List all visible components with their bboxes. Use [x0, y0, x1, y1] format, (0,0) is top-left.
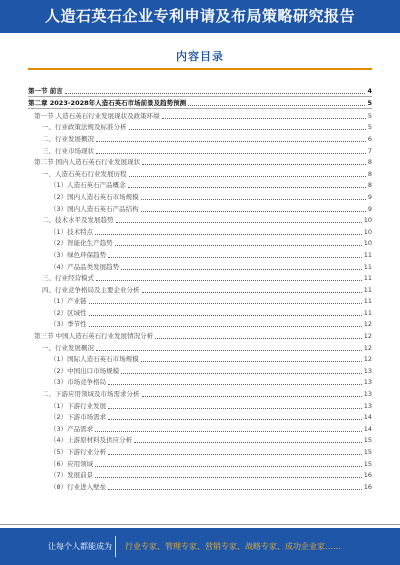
toc-dot-leader: [142, 163, 366, 165]
toc-page-number: 8: [367, 158, 372, 167]
footer-separator: [115, 536, 116, 557]
toc-entry[interactable]: [28, 353, 372, 365]
toc-entry[interactable]: [28, 260, 372, 272]
toc-page-number: 12: [363, 332, 372, 341]
toc-entry-text: 一、人造石英石行业发展历程: [42, 169, 127, 178]
toc-page-number: 11: [363, 274, 372, 283]
toc-entry-text: 第一节 人造石英石行业发展现状及政策环境: [34, 111, 160, 120]
toc-entry-text: （2）下游市场需求: [50, 413, 107, 422]
toc-dot-leader: [129, 128, 366, 130]
toc-entry[interactable]: [28, 179, 372, 191]
footer-slogan-right: 行业专家、管理专家、营销专家、战略专家、成功企业家……: [125, 542, 341, 551]
toc-entry-text: （1）技术特点: [50, 227, 94, 236]
toc-entry-text: 二、技术水平及发展趋势: [42, 216, 114, 225]
toc-dot-leader: [142, 395, 362, 397]
toc-entry[interactable]: [28, 121, 372, 133]
toc-entry[interactable]: [28, 237, 372, 249]
toc-entry-text: （2）智能化生产趋势: [50, 239, 113, 248]
toc-page-number: 16: [363, 471, 372, 480]
toc-entry[interactable]: [28, 306, 372, 318]
toc-entry[interactable]: [28, 364, 372, 376]
toc-entry-text: 三、行业市场现状: [42, 146, 94, 155]
toc-entry[interactable]: [28, 97, 372, 110]
toc-entry[interactable]: [28, 480, 372, 492]
toc-dot-leader: [128, 186, 366, 188]
toc-page-number: 12: [363, 320, 372, 329]
toc-page-number: 12: [363, 343, 372, 352]
toc-entry-text: （5）下游行业分析: [50, 448, 107, 456]
toc-entry[interactable]: [28, 109, 372, 121]
toc-page-number: 10: [363, 227, 372, 236]
toc-page-number: 14: [363, 424, 372, 433]
toc-dot-leader: [89, 325, 362, 327]
toc-dot-leader: [108, 453, 362, 455]
toc-entry[interactable]: [28, 202, 372, 214]
toc-dot-leader: [89, 314, 362, 316]
toc-entry-text: （4）上游原材料及供应分析: [50, 436, 133, 445]
toc-entry-text: （3）产品需求: [50, 424, 94, 433]
toc-page-number: 15: [363, 436, 372, 445]
toc-dot-leader: [96, 140, 366, 142]
toc-entry-text: 第二节 国内人造石英石行业发展现状: [34, 158, 141, 167]
toc-page-number: 4: [367, 86, 372, 95]
table-of-contents: [28, 84, 372, 494]
toc-entry[interactable]: [28, 469, 372, 481]
toc-page-number: 13: [363, 401, 372, 410]
toc-entry-text: 第三节 中国人造石英石行业发展情况分析: [34, 332, 154, 341]
toc-entry[interactable]: [28, 341, 372, 353]
toc-entry[interactable]: [28, 376, 372, 388]
toc-dot-leader: [142, 291, 362, 293]
toc-entry[interactable]: [28, 248, 372, 260]
toc-page-number: 13: [363, 366, 372, 375]
toc-page-number: 14: [363, 413, 372, 422]
toc-entry[interactable]: [28, 445, 372, 457]
toc-dot-leader: [96, 152, 366, 154]
toc-entry[interactable]: [28, 156, 372, 168]
footer-band: [0, 528, 400, 565]
toc-entry[interactable]: [28, 457, 372, 469]
toc-page-number: 15: [363, 448, 372, 456]
toc-entry[interactable]: [28, 318, 372, 330]
toc-page-number: 11: [363, 285, 372, 294]
toc-page-number: 5: [367, 123, 372, 132]
toc-dot-leader: [95, 430, 362, 432]
title-divider: [28, 68, 372, 70]
toc-dot-leader: [95, 476, 362, 478]
toc-entry-text: 第二章 2023-2028年人造石英石市场前景及趋势预测: [28, 99, 187, 108]
toc-entry-text: （4）产品品类发展趋势: [50, 262, 120, 271]
toc-page-number: 10: [363, 239, 372, 248]
toc-entry[interactable]: [28, 399, 372, 411]
toc-dot-leader: [108, 407, 362, 409]
toc-entry-text: （1）下游行业发展: [50, 401, 107, 410]
toc-page-number: 12: [363, 355, 372, 364]
toc-page-number: 10: [363, 216, 372, 225]
toc-entry[interactable]: [28, 167, 372, 179]
toc-page-number: 8: [367, 169, 372, 178]
toc-entry-text: 四、行业竞争格局及主要企业分析: [42, 285, 140, 294]
toc-entry[interactable]: [28, 214, 372, 226]
toc-entry-text: （1）国际人造石英石市场规模: [50, 355, 139, 364]
toc-title: 内容目录: [176, 50, 224, 63]
toc-page-number: 9: [367, 192, 372, 201]
toc-entry-text: 三、行业经营模式: [42, 274, 94, 283]
toc-page-number: 15: [363, 459, 372, 468]
toc-entry-text: （2）国内人造石英石市场规模: [50, 192, 139, 201]
toc-page-number: [364, 493, 372, 494]
toc-heading: [0, 48, 400, 74]
toc-entry[interactable]: [28, 190, 372, 202]
toc-dot-leader: [141, 360, 362, 362]
toc-entry[interactable]: [28, 144, 372, 156]
toc-dot-leader: [155, 337, 362, 339]
toc-entry-text: 二、下游应用领域及市场需求分析: [42, 390, 140, 399]
toc-entry-text: （1）产业链: [50, 297, 87, 306]
toc-page-number: 16: [363, 482, 372, 491]
toc-dot-leader: [96, 349, 362, 351]
footer-slogan-left: 让每个人都能成为: [48, 542, 112, 551]
toc-dot-leader: [121, 372, 362, 374]
toc-entry[interactable]: [28, 283, 372, 295]
toc-dot-leader: [95, 465, 362, 467]
toc-entry-text: （8）行业进入壁垒: [50, 482, 107, 491]
toc-page-number: 8: [367, 181, 372, 190]
toc-entry[interactable]: [28, 434, 372, 446]
toc-dot-leader: [108, 256, 362, 258]
toc-page-number: 11: [363, 297, 372, 306]
toc-page-number: 6: [367, 134, 372, 143]
toc-dot-leader: [162, 117, 366, 119]
toc-dot-leader: [108, 418, 362, 420]
toc-entry-text: 二、行业发展概况: [42, 134, 94, 143]
toc-page-number: 5: [367, 99, 372, 108]
toc-entry-text: （6）应用领域: [50, 459, 94, 468]
toc-page-number: 13: [363, 378, 372, 387]
toc-entry-text: （2）区域性: [50, 308, 87, 317]
toc-entry[interactable]: [28, 295, 372, 307]
toc-entry[interactable]: [28, 132, 372, 144]
toc-entry-text: （3）国内人造石英石产品结构: [50, 204, 139, 213]
toc-page-number: 13: [363, 390, 372, 399]
toc-dot-leader: [96, 279, 362, 281]
toc-entry-text: （2）中国出口市场规模: [50, 366, 120, 375]
toc-entry[interactable]: [28, 492, 372, 494]
toc-entry-text: 一、行业政策法规及标准分析: [42, 123, 127, 132]
toc-page-number: 11: [363, 308, 372, 317]
toc-dot-leader: [188, 104, 365, 106]
toc-dot-leader: [95, 233, 362, 235]
toc-entry[interactable]: [28, 329, 372, 341]
toc-dot-leader: [134, 441, 362, 443]
toc-dot-leader: [141, 210, 366, 212]
toc-dot-leader: [121, 268, 362, 270]
toc-entry-text: （1）人造石英石产品概念: [50, 181, 126, 190]
footer-divider-line: [0, 524, 400, 525]
toc-entry-text: （3）绿色环保趋势: [50, 250, 107, 259]
toc-entry-text: 一、行业发展概况: [42, 343, 94, 352]
toc-dot-leader: [108, 383, 362, 385]
toc-page-number: 5: [367, 111, 372, 120]
toc-page-number: 11: [363, 262, 372, 271]
toc-entry[interactable]: [28, 272, 372, 284]
toc-page-number: 7: [367, 146, 372, 155]
report-title: 人造石英石企业专利申请及布局策略研究报告: [44, 7, 355, 25]
toc-entry-text: 第一节 前言: [28, 86, 63, 95]
toc-entry[interactable]: [28, 422, 372, 434]
toc-dot-leader: [89, 302, 362, 304]
toc-dot-leader: [116, 221, 362, 223]
toc-page-number: 9: [367, 204, 372, 213]
toc-dot-leader: [108, 488, 362, 490]
toc-dot-leader: [141, 198, 366, 200]
toc-entry-text: （3）季节性: [50, 320, 87, 329]
toc-entry-text: （3）市场竞争格局: [50, 378, 107, 387]
toc-dot-leader: [65, 92, 366, 94]
toc-page-number: 11: [363, 250, 372, 259]
toc-entry-text: （7）发展前景: [50, 471, 94, 480]
toc-dot-leader: [129, 175, 366, 177]
toc-entry-text: [50, 493, 139, 494]
toc-entry[interactable]: [28, 387, 372, 399]
toc-dot-leader: [115, 244, 362, 246]
toc-entry[interactable]: [28, 411, 372, 423]
toc-entry[interactable]: [28, 84, 372, 97]
toc-entry[interactable]: [28, 225, 372, 237]
